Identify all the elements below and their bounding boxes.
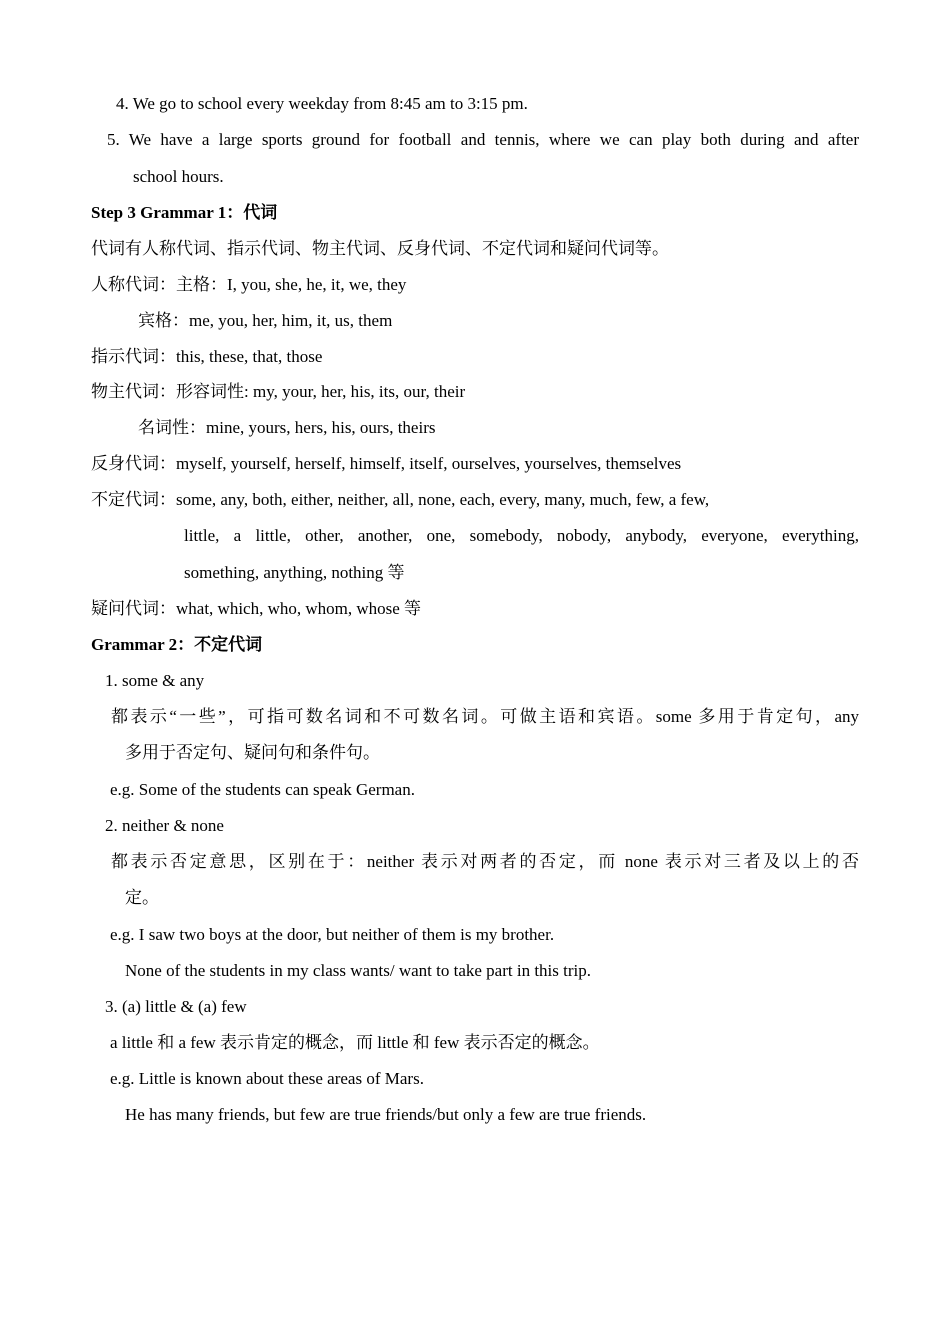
reflexive-pronoun: 反身代词：myself, yourself, herself, himself, itself, ourselves, yourselves, themselves <box>91 454 682 473</box>
section-1-text-line-2: 多用于否定句、疑问句和条件句。 <box>125 743 380 762</box>
section-1-title: 1. some & any <box>105 671 205 690</box>
section-1-example: e.g. Some of the students can speak German. <box>110 780 415 799</box>
section-2-example-1: e.g. I saw two boys at the door, but neither of them is my brother. <box>110 925 555 944</box>
section-3-text: a little 和 a few 表示肯定的概念，而 little 和 few 表示否定的概念。 <box>110 1033 600 1052</box>
section-2-text-line-2: 定。 <box>125 888 159 907</box>
grammar2-heading: Grammar 2：不定代词 <box>91 635 263 654</box>
section-3-title: 3. (a) little & (a) few <box>105 997 247 1016</box>
section-3-example-2: He has many friends, but few are true friends/but only a few are true friends. <box>125 1105 647 1124</box>
personal-pronoun-subject: 人称代词：主格：I, you, she, he, it, we, they <box>91 275 407 294</box>
section-2-title: 2. neither & none <box>105 816 224 835</box>
indefinite-pronoun-line-2: little, a little, other, another, one, somebody, nobody, anybody, everyone, everything, <box>184 526 859 545</box>
interrogative-pronoun: 疑问代词：what, which, who, whom, whose 等 <box>91 599 422 618</box>
section-2-text-line-1: 都表示否定意思，区别在于：neither 表示对两者的否定，而 none 表示对三者及以上的否 <box>111 852 859 871</box>
possessive-pronoun-adjective: 物主代词：形容词性: my, your, her, his, its, our, their <box>91 382 466 401</box>
grammar1-heading: Step 3 Grammar 1：代词 <box>91 203 278 222</box>
list-item-5-line-2: school hours. <box>133 167 224 186</box>
grammar1-intro: 代词有人称代词、指示代词、物主代词、反身代词、不定代词和疑问代词等。 <box>91 239 669 258</box>
section-3-example-1: e.g. Little is known about these areas of Mars. <box>110 1069 424 1088</box>
list-item-5-line-1: 5. We have a large sports ground for football and tennis, where we can play both during and after <box>107 130 859 149</box>
list-item-4: 4. We go to school every weekday from 8:45 am to 3:15 pm. <box>116 94 528 113</box>
indefinite-pronoun-line-1: 不定代词：some, any, both, either, neither, all, none, each, every, many, much, few, a few, <box>91 490 710 509</box>
section-2-example-2: None of the students in my class wants/ want to take part in this trip. <box>125 961 592 980</box>
possessive-pronoun-noun: 名词性：mine, yours, hers, his, ours, theirs <box>138 418 436 437</box>
section-1-text-line-1: 都表示“一些”，可指可数名词和不可数名词。可做主语和宾语。some 多用于肯定句，any <box>111 707 859 726</box>
demonstrative-pronoun: 指示代词：this, these, that, those <box>91 347 323 366</box>
personal-pronoun-object: 宾格：me, you, her, him, it, us, them <box>138 311 393 330</box>
indefinite-pronoun-line-3: something, anything, nothing 等 <box>184 563 405 582</box>
